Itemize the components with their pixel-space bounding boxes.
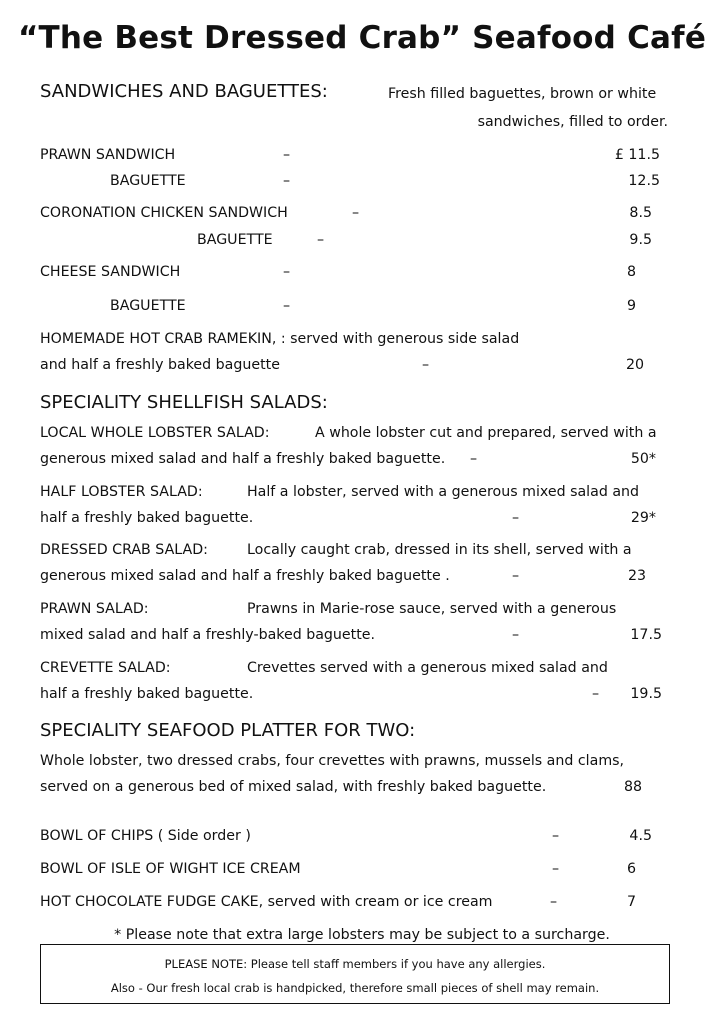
salad-name: HALF LOBSTER SALAD: — [40, 484, 203, 500]
salad-name: PRAWN SALAD: — [40, 601, 149, 617]
ramekin-line: HOMEMADE HOT CRAB RAMEKIN, : served with generous side salad — [40, 331, 520, 347]
menu-item-price: 8.5 — [629, 205, 652, 221]
platter-description-cont: served on a generous bed of mixed salad, with freshly baked baguette. — [40, 779, 547, 795]
salads-heading: SPECIALITY SHELLFISH SALADS: — [40, 392, 328, 413]
salad-description: Crevettes served with a generous mixed salad and — [247, 660, 608, 676]
menu-item-price: 8 — [626, 264, 636, 280]
salad-name: CREVETTE SALAD: — [40, 660, 171, 676]
menu-item-name: BAGUETTE — [110, 173, 186, 189]
menu-item-price: 17.5 — [630, 627, 662, 643]
menu-item-dash: – — [283, 264, 291, 280]
menu-item-price: 9.5 — [629, 232, 652, 248]
salad-name: DRESSED CRAB SALAD: — [40, 542, 208, 558]
menu-item-dash: – — [283, 298, 291, 314]
menu-item-price: 19.5 — [630, 686, 662, 702]
menu-item-price: 20 — [625, 357, 644, 373]
menu-item-price: 7 — [626, 894, 636, 910]
shell-notice: Also - Our fresh local crab is handpicked, therefore small pieces of shell may remain. — [110, 981, 600, 995]
menu-item-dash: – — [512, 510, 520, 526]
menu-item-name: HOT CHOCOLATE FUDGE CAKE, served with cream or ice cream — [40, 894, 493, 910]
menu-item-price: £ 11.5 — [614, 147, 660, 163]
menu-item-price: 29* — [630, 510, 656, 526]
platter-description: Whole lobster, two dressed crabs, four crevettes with prawns, mussels and clams, — [40, 753, 625, 769]
menu-item-dash: – — [352, 205, 360, 221]
surcharge-footnote: * Please note that extra large lobsters may be subject to a surcharge. — [114, 927, 610, 943]
menu-item-name: BOWL OF ISLE OF WIGHT ICE CREAM — [40, 861, 301, 877]
menu-item-dash: – — [592, 686, 600, 702]
sandwiches-description: Fresh filled baguettes, brown or white — [388, 86, 657, 102]
menu-item-name: BAGUETTE — [110, 298, 186, 314]
menu-item-price: 9 — [626, 298, 636, 314]
salad-description-cont: generous mixed salad and half a freshly baked baguette . — [40, 568, 450, 584]
menu-item-name: BAGUETTE — [197, 232, 273, 248]
menu-item-dash: – — [283, 173, 291, 189]
menu-item-dash: – — [512, 568, 520, 584]
salad-description: A whole lobster cut and prepared, served with a — [315, 425, 657, 441]
menu-item-dash: – — [550, 894, 558, 910]
allergy-notice: PLEASE NOTE: Please tell staff members if you have any allergies. — [164, 957, 546, 971]
sandwiches-heading: SANDWICHES AND BAGUETTES: — [40, 81, 328, 102]
menu-item-dash: – — [317, 232, 325, 248]
platter-heading: SPECIALITY SEAFOOD PLATTER FOR TWO: — [40, 720, 416, 741]
salad-description: Locally caught crab, dressed in its shell, served with a — [247, 542, 632, 558]
salad-description-cont: mixed salad and half a freshly-baked baguette. — [40, 627, 376, 643]
menu-item-name: CHEESE SANDWICH — [40, 264, 181, 280]
menu-item-name: BOWL OF CHIPS ( Side order ) — [40, 828, 251, 844]
menu-item-dash: – — [422, 357, 430, 373]
menu-item-name: CORONATION CHICKEN SANDWICH — [40, 205, 288, 221]
menu-item-dash: – — [512, 627, 520, 643]
menu-title: “The Best Dressed Crab” Seafood Café — [17, 20, 707, 56]
salad-description-cont: generous mixed salad and half a freshly baked baguette. — [40, 451, 446, 467]
salad-description-cont: half a freshly baked baguette. — [40, 510, 254, 526]
salad-name: LOCAL WHOLE LOBSTER SALAD: — [40, 425, 270, 441]
sandwiches-description-cont: sandwiches, filled to order. — [477, 114, 668, 130]
menu-item-dash: – — [470, 451, 478, 467]
menu-item-price: 12.5 — [628, 173, 660, 189]
menu-item-price: 50* — [630, 451, 656, 467]
menu-item-dash: – — [283, 147, 291, 163]
salad-description: Prawns in Marie-rose sauce, served with a generous — [247, 601, 617, 617]
menu-item-dash: – — [552, 828, 560, 844]
menu-item-price: 6 — [626, 861, 636, 877]
menu-item-price: 88 — [623, 779, 642, 795]
menu-item-dash: – — [552, 861, 560, 877]
ramekin-line-cont: and half a freshly baked baguette — [40, 357, 280, 373]
allergy-notice-box — [40, 944, 670, 1004]
menu-item-name: PRAWN SANDWICH — [40, 147, 176, 163]
menu-item-price: 23 — [627, 568, 646, 584]
salad-description-cont: half a freshly baked baguette. — [40, 686, 254, 702]
menu-item-price: 4.5 — [629, 828, 652, 844]
salad-description: Half a lobster, served with a generous mixed salad and — [247, 484, 640, 500]
